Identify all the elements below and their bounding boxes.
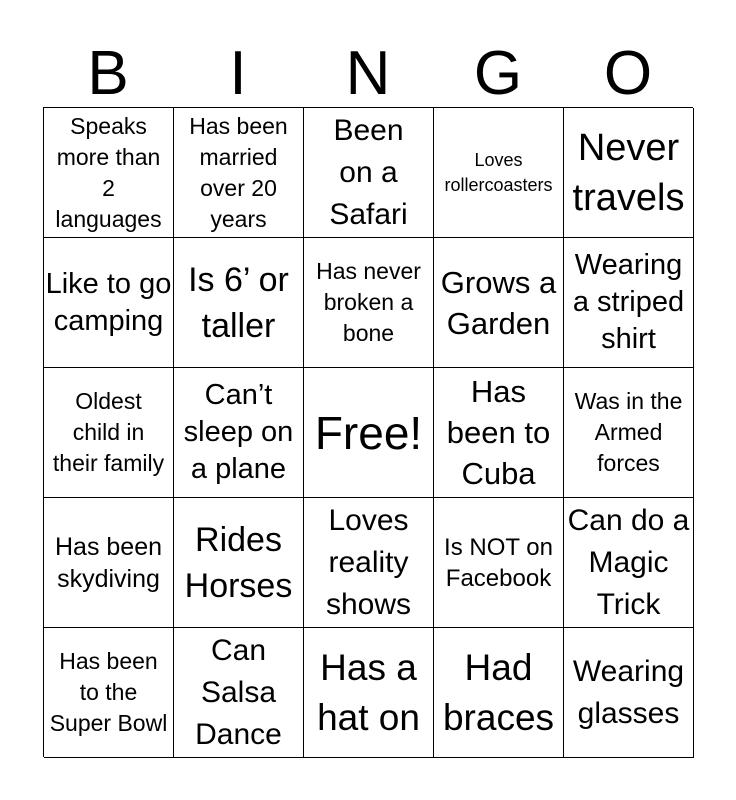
- bingo-cell[interactable]: [564, 238, 694, 368]
- bingo-header: [43, 39, 693, 108]
- bingo-cell[interactable]: [44, 498, 174, 628]
- bingo-cell[interactable]: [434, 628, 564, 758]
- cell-text: Like to go camping: [45, 267, 172, 337]
- bingo-cell[interactable]: [44, 368, 174, 498]
- bingo-cell[interactable]: [174, 628, 304, 758]
- bingo-cell[interactable]: [174, 498, 304, 628]
- bingo-cell[interactable]: [564, 628, 694, 758]
- bingo-cell[interactable]: [564, 498, 694, 628]
- cell-text: Rides Horses: [184, 520, 293, 605]
- cell-text: Been on a Safari: [329, 113, 408, 231]
- bingo-cell[interactable]: [44, 108, 174, 238]
- bingo-cell[interactable]: [434, 498, 564, 628]
- header-letter-b: B: [87, 39, 129, 108]
- bingo-cell[interactable]: [564, 368, 694, 498]
- bingo-board: [43, 107, 693, 757]
- cell-text: Is NOT on Facebook: [444, 533, 553, 592]
- cell-text: Grows a Garden: [440, 264, 557, 341]
- cell-text: Has been married over 20 years: [189, 112, 288, 232]
- cell-text: Has been to the Super Bowl: [49, 648, 168, 736]
- bingo-cell[interactable]: [434, 108, 564, 238]
- cell-text: Speaks more than 2 languages: [55, 112, 162, 232]
- cell-text: Can Salsa Dance: [195, 633, 282, 751]
- bingo-cell[interactable]: [174, 108, 304, 238]
- bingo-cell[interactable]: [434, 368, 564, 498]
- cell-text: Oldest child in their family: [52, 388, 165, 476]
- bingo-cell[interactable]: [304, 498, 434, 628]
- bingo-cell[interactable]: [174, 238, 304, 368]
- bingo-cell[interactable]: [174, 368, 304, 498]
- cell-text: Had braces: [442, 646, 555, 738]
- header-letter-n: N: [345, 39, 391, 108]
- bingo-cell[interactable]: [44, 628, 174, 758]
- cell-text: Can’t sleep on a plane: [183, 379, 294, 485]
- bingo-cell[interactable]: [304, 108, 434, 238]
- cell-text: Can do a Magic Trick: [567, 503, 690, 621]
- cell-text: Has a hat on: [317, 646, 420, 738]
- header-letter-g: G: [473, 39, 523, 108]
- bingo-cell[interactable]: [304, 238, 434, 368]
- bingo-cell[interactable]: [44, 238, 174, 368]
- cell-text: Has been skydiving: [54, 532, 163, 593]
- cell-text: Loves reality shows: [325, 503, 412, 621]
- bingo-cell[interactable]: [304, 628, 434, 758]
- cell-text: Has never broken a bone: [316, 258, 421, 346]
- header-letter-o: O: [603, 39, 653, 108]
- free-space[interactable]: [304, 368, 434, 498]
- cell-text: Is 6’ or taller: [188, 260, 289, 345]
- cell-text: Free!: [314, 406, 423, 459]
- cell-text: Wearing a striped shirt: [572, 249, 685, 355]
- bingo-cell[interactable]: [434, 238, 564, 368]
- cell-text: Was in the Armed forces: [574, 388, 683, 476]
- cell-text: Has been to Cuba: [446, 374, 551, 491]
- cell-text: Wearing glasses: [572, 654, 685, 730]
- cell-text: Loves rollercoasters: [444, 149, 553, 195]
- header-letter-i: I: [229, 39, 247, 108]
- bingo-cell[interactable]: [564, 108, 694, 238]
- cell-text: Never travels: [572, 126, 685, 219]
